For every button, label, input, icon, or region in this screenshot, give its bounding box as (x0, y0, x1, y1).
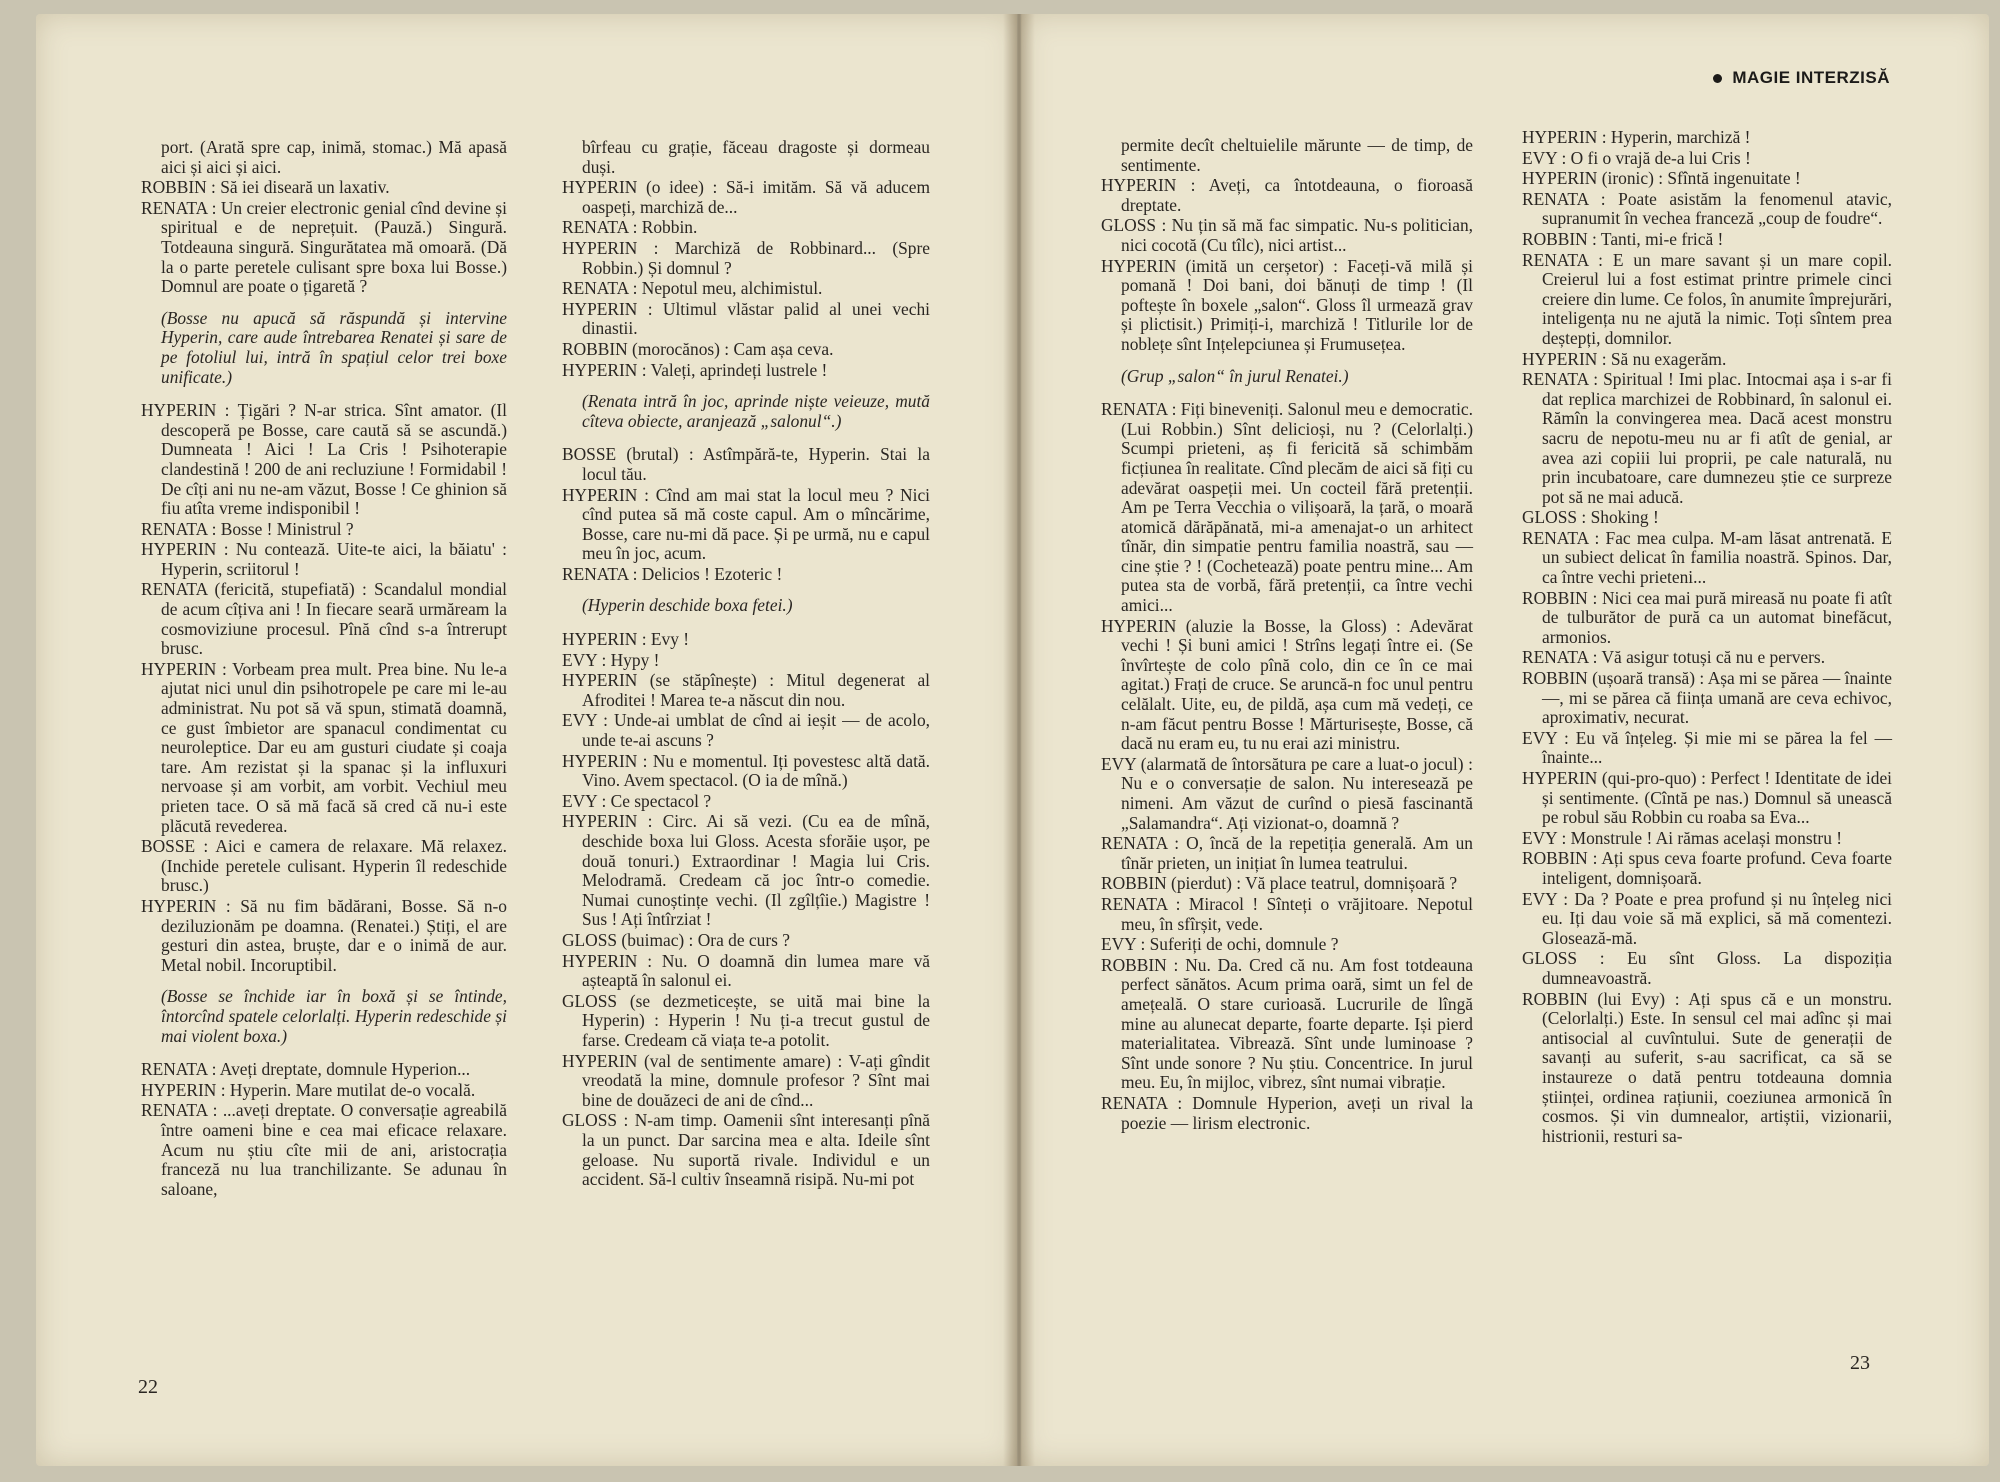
dialogue-paragraph: HYPERIN : Vorbeam prea mult. Prea bine. Nu le-a ajutat nici unul din psihotropele pe care mi le-au administrat. Nu pot să vă spun, stimată doamnă, ce gust îmbietor are spanacul condimentat cu neuroleptice. Dar eu am gusturi ciudate și coaja tare. Am rezistat și la spanac și la influxuri nervoase și am vorbit, am vorbit. Vechiul meu prieten tace. O să mă facă să cred că nu-i este plăcută revederea. (141, 658, 507, 836)
dialogue-paragraph: HYPERIN : Aveți, ca întotdeauna, o fioroasă dreptate. (1101, 175, 1473, 215)
dialogue-paragraph: ROBBIN : Nu. Da. Cred că nu. Am fost totdeauna perfect sănătos. Acum prima oară, simt un fel de amețeală. O stare curioasă. Lucrurile de lîngă mine au alunecat departe, foarte departe. Iși pierd materialitatea. Vibrează. Sînt unde luminoase ? Sînt unde sonore ? Nu știu. Concentrice. In jurul meu. Eu, în mijloc, vibrez, sînt numai vibrație. (1101, 954, 1473, 1093)
dialogue-paragraph: EVY : O fi o vrajă de-a lui Cris ! (1522, 147, 1751, 168)
dialogue-paragraph: RENATA : Un creier electronic genial cînd devine și spiritual e de neprețuit. (Pauză.) Singură. Totdeauna singură. Singurătatea mă omoară. (Dă la o parte peretele culisant spre boxa lui Bosse.) Domnul are poate o țigaretă ? (141, 197, 507, 297)
dialogue-paragraph: port. (Arată spre cap, inimă, stomac.) Mă apasă aici și aici și aici. (161, 137, 507, 177)
dialogue-paragraph: RENATA : Domnule Hyperion, aveți un rival la poezie — lirism electronic. (1101, 1092, 1473, 1133)
dialogue-paragraph: GLOSS : Nu țin să mă fac simpatic. Nu-s politician, nici cocotă (Cu tîlc), nici artist... (1101, 215, 1473, 255)
dialogue-paragraph: bîrfeau cu grație, făceau dragoste și dormeau duși. (582, 137, 930, 177)
dialogue-paragraph: HYPERIN : Să nu fim bădărani, Bosse. Să n-o deziluzionăm pe doamna. (Renatei.) Știți, el are gesturi din astea, bruște, dar e o inimă de aur. Metal nobil. Incoruptibil. (141, 895, 507, 975)
dialogue-paragraph: RENATA : Fac mea culpa. M-am lăsat antrenată. E un subiect delicat în familia noastră. Spinos. Dar, ca între vechi prieteni... (1522, 527, 1892, 588)
dialogue-paragraph: HYPERIN (qui-pro-quo) : Perfect ! Identitate de idei și sentimente. (Cîntă pe nas.) Domnul să unească pe robul său Robbin cu roaba sa Eva... (1522, 768, 1892, 828)
dialogue-paragraph: RENATA : Aveți dreptate, domnule Hyperion... (141, 1059, 471, 1080)
dialogue-paragraph: HYPERIN : Nu contează. Uite-te aici, la băiatu' : Hyperin, scriitorul ! (141, 539, 507, 579)
dialogue-paragraph: RENATA : Nepotul meu, alchimistul. (562, 278, 823, 299)
dialogue-paragraph: ROBBIN : Ați spus ceva foarte profund. Ceva foarte inteligent, domnișoară. (1522, 848, 1892, 888)
dialogue-paragraph: ROBBIN (pierdut) : Vă place teatrul, domnișoară ? (1101, 873, 1458, 894)
stage-direction: (Renata intră în joc, aprinde niște veieuze, mută cîteva obiecte, aranjează „salonul“.) (582, 391, 930, 431)
text-column-4 (1522, 128, 1892, 1147)
dialogue-paragraph: HYPERIN : Cînd am mai stat la locul meu ? Nici cînd putea să mă coste capul. Am o mîncărime, Bosse, care nu-mi dă pace. Și pe urmă, nu e capul meu în joc, acum. (562, 484, 930, 564)
dialogue-paragraph: RENATA : Miracol ! Sînteți o vrăjitoare. Nepotul meu, în sfîrșit, vede. (1101, 893, 1473, 934)
dialogue-paragraph: GLOSS (buimac) : Ora de curs ? (562, 929, 790, 950)
dialogue-paragraph: RENATA (fericită, stupefiată) : Scandalul mondial de acum cîțiva ani ! In fiecare seară urmăream la cosmoviziune procesul. Pînă cînd s-a întrerupt brusc. (141, 579, 507, 659)
dialogue-paragraph: HYPERIN (ironic) : Sfîntă ingenuitate ! (1522, 168, 1801, 189)
dialogue-paragraph: HYPERIN : Să nu exagerăm. (1522, 348, 1727, 369)
dialogue-paragraph: GLOSS : Shoking ! (1522, 507, 1659, 528)
dialogue-paragraph: ROBBIN : Tanti, mi-e frică ! (1522, 228, 1724, 249)
stage-direction: (Bosse se închide iar în boxă și se întinde, întorcînd spatele celorlalți. Hyperin redeschide și mai violent boxa.) (161, 986, 507, 1046)
dialogue-paragraph: EVY : Eu vă înțeleg. Și mie mi se părea la fel — înainte... (1522, 727, 1892, 768)
text-column-2 (562, 138, 930, 1191)
running-header (1713, 68, 1890, 88)
dialogue-paragraph: ROBBIN : Nici cea mai pură mireasă nu poate fi atît de tulburător de pură ca un automat binefăcut, armonios. (1522, 587, 1892, 647)
dialogue-paragraph: HYPERIN : Nu. O doamnă din lumea mare vă așteaptă în salonul ei. (562, 950, 930, 991)
header-title: MAGIE INTERZISĂ (1732, 68, 1890, 87)
dialogue-paragraph: HYPERIN : Valeți, aprindeți lustrele ! (562, 359, 828, 380)
dialogue-paragraph: HYPERIN (val de sentimente amare) : V-ați gîndit vreodată la mine, domnule profesor ? Sînt mai bine de douăzeci de ani de cînd... (562, 1050, 930, 1110)
dialogue-paragraph: BOSSE (brutal) : Astîmpără-te, Hyperin. Stai la locul tău. (562, 444, 930, 484)
text-column-3 (1101, 136, 1473, 1134)
dialogue-paragraph: GLOSS : Eu sînt Gloss. La dispoziția dumneavoastră. (1522, 948, 1892, 988)
dialogue-paragraph: EVY : Hypy ! (562, 649, 660, 670)
dialogue-paragraph: HYPERIN : Hyperin. Mare mutilat de-o vocală. (141, 1079, 476, 1100)
stage-direction: (Hyperin deschide boxa fetei.) (582, 595, 793, 616)
stage-direction: (Grup „salon“ în jurul Renatei.) (1121, 365, 1349, 386)
dialogue-paragraph: EVY : Monstrule ! Ai rămas același monstru ! (1522, 827, 1843, 848)
stage-direction: (Bosse nu apucă să răspundă și intervine Hyperin, care aude întrebarea Renatei și sare de pe fotoliul lui, intră în spațiul celor trei boxe unificate.) (161, 307, 507, 387)
dialogue-paragraph: BOSSE : Aici e camera de relaxare. Mă relaxez. (Inchide peretele culisant. Hyperin îl redeschide brusc.) (141, 836, 507, 896)
dialogue-paragraph: RENATA : E un mare savant și un mare copil. Creierul lui a fost estimat printre primele cinci creiere din lume. Ce folos, în anumite împrejurări, inteligența nu ne ajută la nimic. Toți sîntem prea deștepți, domnilor. (1522, 249, 1892, 348)
dialogue-paragraph: permite decît cheltuielile mărunte — de timp, de sentimente. (1121, 135, 1473, 175)
dialogue-paragraph: RENATA : O, încă de la repetiția generală. Am un tînăr prieten, un inițiat în lumea teatrului. (1101, 833, 1473, 873)
dialogue-paragraph: RENATA : Bosse ! Ministrul ? (141, 518, 354, 539)
dialogue-paragraph: RENATA : Vă asigur totuși că nu e pervers. (1522, 647, 1826, 668)
dialogue-paragraph: GLOSS : N-am timp. Oamenii sînt interesanți pînă la un punct. Dar sarcina mea e alta. Ideile sînt geloase. Nu suportă rivale. Individul e un accident. Să-l cultiv înseamnă risipă. Nu-mi pot (562, 1110, 930, 1190)
page-number-right: 23 (1850, 1352, 1870, 1374)
dialogue-paragraph: RENATA : Delicios ! Ezoteric ! (562, 563, 783, 584)
dialogue-paragraph: HYPERIN : Țigări ? N-ar strica. Sînt amator. (Il descoperă pe Bosse, care caută să se ascundă.) Dumneata ! Aici ! La Cris ! Psihoterapie clandestină ! 200 de ani recluziune ! Formidabil ! De cîți ani nu ne-am văzut, Bosse ! Ce ghinion să fiu atîta vreme indisponibil ! (141, 400, 507, 519)
bullet-icon (1713, 74, 1722, 83)
dialogue-paragraph: EVY : Suferiți de ochi, domnule ? (1101, 934, 1339, 955)
dialogue-paragraph: RENATA : Spiritual ! Imi plac. Intocmai așa i s-ar fi dat replica marchizei de Robbinard, în salonul ei. Rămîn la convingerea mea. Dacă acest monstru sacru de nepotu-meu nu ar fi atît de genial, ar avea azi copiii lui proprii, pe cale naturală, nu prin incubatoare, care dumnezeu știe ce surpreze pot să ne mai aducă. (1522, 369, 1892, 507)
dialogue-paragraph: HYPERIN : Marchiză de Robbinard... (Spre Robbin.) Și domnul ? (562, 237, 930, 278)
dialogue-paragraph: EVY : Ce spectacol ? (562, 790, 712, 811)
text-column-1 (141, 138, 507, 1200)
dialogue-paragraph: ROBBIN (ușoară transă) : Așa mi se părea — înainte —, mi se părea că ființa umană are ceva echivoc, aproximativ, necurat. (1522, 668, 1892, 728)
dialogue-paragraph: RENATA : Robbin. (562, 217, 698, 238)
dialogue-paragraph: EVY : Da ? Poate e prea profund și nu înțeleg nici eu. Iți dau voie să mă explici, să mă comentezi. Glosează-mă. (1522, 888, 1892, 948)
dialogue-paragraph: HYPERIN : Ultimul vlăstar palid al unei vechi dinastii. (562, 298, 930, 339)
dialogue-paragraph: HYPERIN (aluzie la Bosse, la Gloss) : Adevărat vechi ! Și buni amici ! Strîns legați între ei. (Se învîrtește de colo pînă colo, din ce în ce mai agitat.) Frați de cruce. Se aruncă-n foc unul pentru celălalt. Uite, eu, de pildă, așa cum mă vedeți, ce n-am făcut pentru Bosse ! Mărturisește, Bosse, că dacă nu eram eu, tu nu erai azi ministru. (1101, 615, 1473, 754)
dialogue-paragraph: ROBBIN : Să iei diseară un laxativ. (141, 177, 390, 198)
dialogue-paragraph: RENATA : ...aveți dreptate. O conversație agreabilă între oameni bine e cea mai eficace relaxare. Acum nu știu cîte mii de ani, aristocrația franceză nu lua tranchilizante. Se adunau în saloane, (141, 1100, 507, 1199)
dialogue-paragraph: GLOSS (se dezmeticește, se uită mai bine la Hyperin) : Hyperin ! Nu ți-a trecut gustul de farse. Credeam că viața te-a potolit. (562, 990, 930, 1050)
dialogue-paragraph: ROBBIN (morocănos) : Cam așa ceva. (562, 338, 834, 359)
page-number-left: 22 (138, 1376, 158, 1398)
dialogue-paragraph: EVY : Unde-ai umblat de cînd ai ieșit — de acolo, unde te-ai ascuns ? (562, 710, 930, 751)
dialogue-paragraph: HYPERIN : Hyperin, marchiză ! (1522, 127, 1751, 147)
dialogue-paragraph: HYPERIN (se stăpînește) : Mitul degenerat al Afroditei ! Marea te-a născut din nou. (562, 670, 930, 710)
dialogue-paragraph: ROBBIN (lui Evy) : Ați spus că e un monstru. (Celorlalți.) Este. In sensul cel mai adînc și mai antisocial al cuvîntului. Sute de generații de savanți au suferit, s-au sacrificat, ca să se instaureze o dată pentru totdeauna domnia științei, ordinea rațiunii, coeziunea armonică în cosmos. Și vin dumnealor, artiștii, vizionarii, histrionii, resturi sa- (1522, 988, 1892, 1146)
book-gutter (1003, 14, 1035, 1466)
dialogue-paragraph: HYPERIN (o idee) : Să-i imităm. Să vă aducem oaspeți, marchiză de... (562, 177, 930, 217)
dialogue-paragraph: HYPERIN : Nu e momentul. Iți povestesc altă dată. Vino. Avem spectacol. (O ia de mînă.) (562, 750, 930, 791)
dialogue-paragraph: RENATA : Poate asistăm la fenomenul atavic, supranumit în vechea franceză „coup de foudre“. (1522, 188, 1892, 229)
dialogue-paragraph: EVY (alarmată de întorsătura pe care a luat-o jocul) : Nu e o conversație de salon. Nu interesează pe nimeni. Am văzut de curînd o piesă fascinantă „Salamandra“. Ați vizionat-o, doamnă ? (1101, 753, 1473, 833)
dialogue-paragraph: HYPERIN : Circ. Ai să vezi. (Cu ea de mînă, deschide boxa lui Gloss. Acesta sforăie ușor, pe două tonuri.) Extraordinar ! Magia lui Cris. Melodramă. Credeam că joc într-o comedie. Numai cunoștințe vechi. (Il zgîlțîie.) Magistre ! Sus ! Ați întîrziat ! (562, 811, 930, 930)
dialogue-paragraph: RENATA : Fiți bineveniți. Salonul meu e democratic. (Lui Robbin.) Sînt delicioși, nu ? (Celorlalți.) Scumpi prieteni, aș fi fericită să schimbăm ficțiunea în realitate. Cînd plecăm de aici să fiți cu adevărat oaspeții mei. Un cocteil fără pretenții. Am pe Terra Vecchia o vilișoară, la țară, o moară atomică dărăpănată, mi-a amenajat-o un arhitect tînăr, din simpatie pentru familia noastră, sau — cine știe ? ! (Cochetează) poate pentru mine... Am putea sta de vorbă, fără pretenții, ca între vechi amici... (1101, 399, 1473, 616)
dialogue-paragraph: HYPERIN : Evy ! (562, 629, 690, 650)
dialogue-paragraph: HYPERIN (imită un cerșetor) : Faceți-vă milă și pomană ! Doi bani, doi bănuți de timp ! (Il poftește în boxele „salon“. Gloss îl urmează grav și plictisit.) Primiți-i, marchiză ! Titlurile lor de noblețe sînt Ințelepciunea și Frumusețea. (1101, 255, 1473, 354)
